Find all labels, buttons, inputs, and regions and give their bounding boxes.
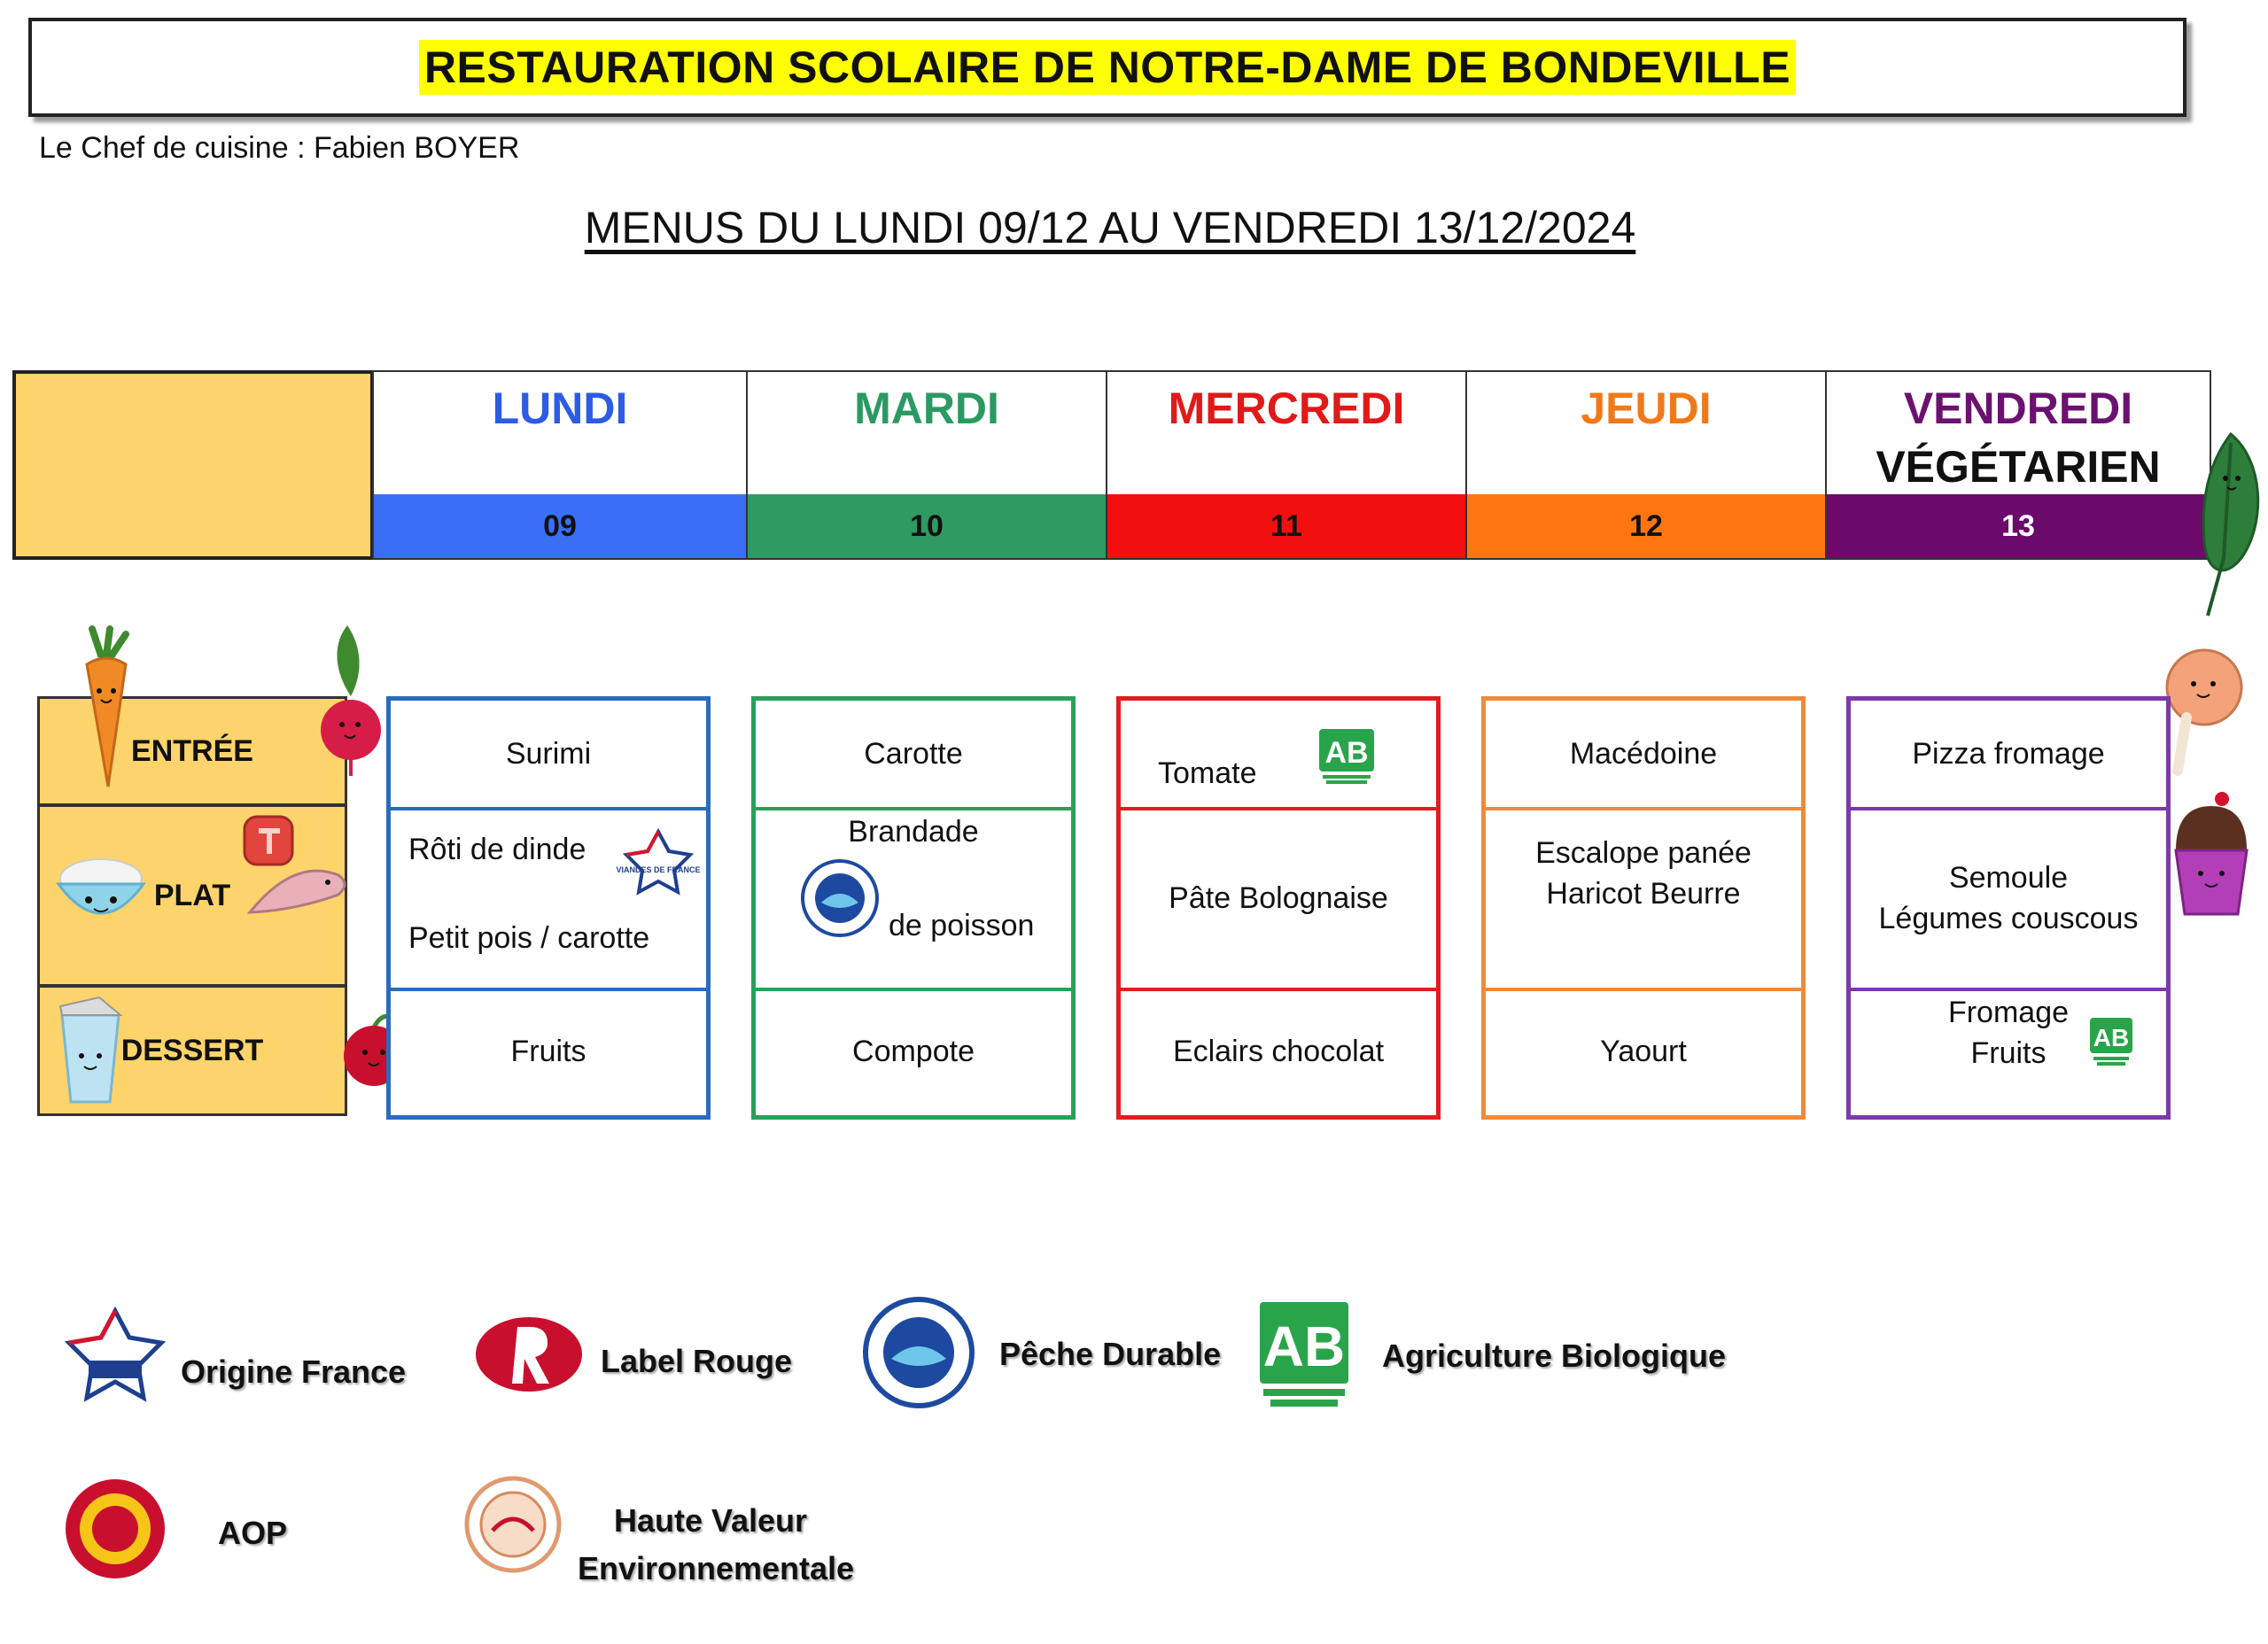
dish-text: Pâte Bolognaise	[1169, 881, 1388, 916]
legend-peche-durable: Pêche Durable	[999, 1336, 1222, 1372]
day-name: JEUDI	[1581, 384, 1712, 433]
legend-hve-line2: Environnementale	[578, 1550, 855, 1586]
carrot-icon	[74, 629, 136, 788]
day-name: MARDI	[854, 384, 999, 433]
dish-text: Rôti de dinde	[408, 833, 586, 866]
day-name: MERCREDI	[1168, 384, 1405, 433]
dish-text: Tomate	[1158, 756, 1257, 790]
dish-text: Fruits	[1970, 1035, 2047, 1070]
legend-hve-line1: Haute Valeur	[613, 1502, 808, 1539]
category-label: DESSERT	[120, 1033, 264, 1067]
menu-dessert	[1851, 989, 2166, 1119]
menu-entree	[391, 701, 706, 809]
menu-dessert	[756, 989, 1071, 1115]
day-number: 13	[1827, 494, 2210, 558]
legend-aop: AOP	[218, 1515, 288, 1551]
yogurt-icon	[55, 997, 126, 1104]
day-name: LUNDI	[492, 384, 628, 433]
menu-entree	[1851, 701, 2166, 809]
cupcake-icon	[2167, 788, 2256, 921]
day-header-monday	[372, 370, 748, 560]
menu-week-title	[0, 202, 2220, 253]
menu-plat	[756, 809, 1071, 989]
day-header-tuesday	[746, 370, 1107, 560]
legend-agriculture-biologique: Agriculture Biologique	[1382, 1338, 1727, 1374]
ab-organic-badge-icon	[1317, 727, 1376, 786]
dish-text: Haricot Beurre	[1546, 876, 1741, 911]
dish-text: Semoule	[1948, 861, 2069, 896]
rice-bowl-icon	[51, 845, 151, 925]
dish-text: Macédoine	[1569, 737, 1718, 772]
day-header-friday	[1825, 370, 2211, 560]
dish-text: Carotte	[864, 737, 963, 772]
peche-durable-badge-icon	[800, 858, 880, 938]
dish-text: Fruits	[510, 1035, 586, 1069]
category-label: PLAT	[153, 878, 231, 912]
dish-text: Brandade	[848, 815, 979, 849]
ab-logo-icon	[1258, 1300, 1350, 1410]
dish-text: de poisson	[889, 909, 1035, 942]
aop-logo-icon	[62, 1476, 168, 1582]
viandes-de-france-badge-icon	[616, 828, 701, 896]
dish-text: Petit pois / carotte	[408, 921, 650, 955]
ab-organic-badge-icon	[2088, 1016, 2134, 1069]
viandes-badge-text: VIANDES DE FRANCE	[616, 865, 701, 874]
ab-badge-text: AB	[1324, 736, 1369, 770]
meat-and-fish-icon	[241, 813, 356, 928]
dish-text: Surimi	[505, 737, 592, 772]
day-number: 10	[748, 494, 1106, 558]
menu-entree	[1121, 701, 1436, 809]
ab-badge-text: AB	[1262, 1314, 1346, 1378]
chef-line: Le Chef de cuisine : Fabien BOYER	[39, 131, 520, 165]
ab-badge-text: AB	[2093, 1024, 2130, 1051]
title-box	[28, 18, 2186, 117]
hve-logo-icon	[462, 1474, 563, 1575]
label-rouge-logo-icon	[473, 1314, 585, 1394]
dish-text: Fromage	[1947, 996, 2070, 1029]
menu-card-monday	[386, 696, 711, 1120]
day-number: 09	[374, 494, 746, 558]
menu-plat	[1121, 809, 1436, 989]
legend-label-rouge: Label Rouge	[601, 1343, 793, 1379]
dish-text: Yaourt	[1600, 1035, 1687, 1069]
menu-dessert	[1121, 989, 1436, 1115]
category-label: ENTRÉE	[131, 733, 253, 768]
dish-text: Compote	[852, 1035, 975, 1069]
chicken-leg-icon	[2160, 647, 2245, 779]
menu-plat	[1851, 809, 2166, 989]
page-title: RESTAURATION SCOLAIRE DE NOTRE-DAME DE BONDEVILLE	[419, 40, 1796, 95]
origine-france-logo-icon	[62, 1306, 168, 1405]
dish-text: Légumes couscous	[1878, 902, 2139, 935]
dish-text: Eclairs chocolat	[1172, 1035, 1385, 1069]
legend-hve	[578, 1497, 855, 1593]
menu-card-thursday	[1481, 696, 1806, 1120]
dish-text: Escalope panée	[1535, 836, 1751, 870]
menu-card-friday	[1846, 696, 2171, 1120]
menu-plat	[391, 809, 706, 989]
header-corner-cell	[12, 370, 374, 560]
day-vegetarian-label: VÉGÉTARIEN	[1876, 442, 2161, 492]
day-header-wednesday	[1106, 370, 1467, 560]
day-number: 12	[1467, 494, 1825, 558]
day-header-thursday	[1465, 370, 1827, 560]
menu-dessert	[391, 989, 706, 1115]
day-name: VENDREDI	[1903, 384, 2133, 433]
menu-plat	[1486, 809, 1801, 1014]
legend-origine-france: Origine France	[181, 1353, 407, 1390]
spinach-leaf-icon	[2188, 425, 2268, 620]
day-number: 11	[1107, 494, 1465, 558]
menu-card-wednesday	[1116, 696, 1441, 1120]
menu-entree	[756, 701, 1071, 809]
dish-text: Pizza fromage	[1912, 737, 2105, 772]
radish-icon	[315, 625, 386, 776]
menu-dessert	[1486, 989, 1801, 1115]
menu-card-tuesday	[751, 696, 1076, 1120]
menu-entree	[1486, 701, 1801, 809]
peche-durable-logo-icon	[861, 1295, 976, 1410]
menu-week-title-text: MENUS DU LUNDI 09/12 AU VENDREDI 13/12/2024	[584, 203, 1636, 252]
